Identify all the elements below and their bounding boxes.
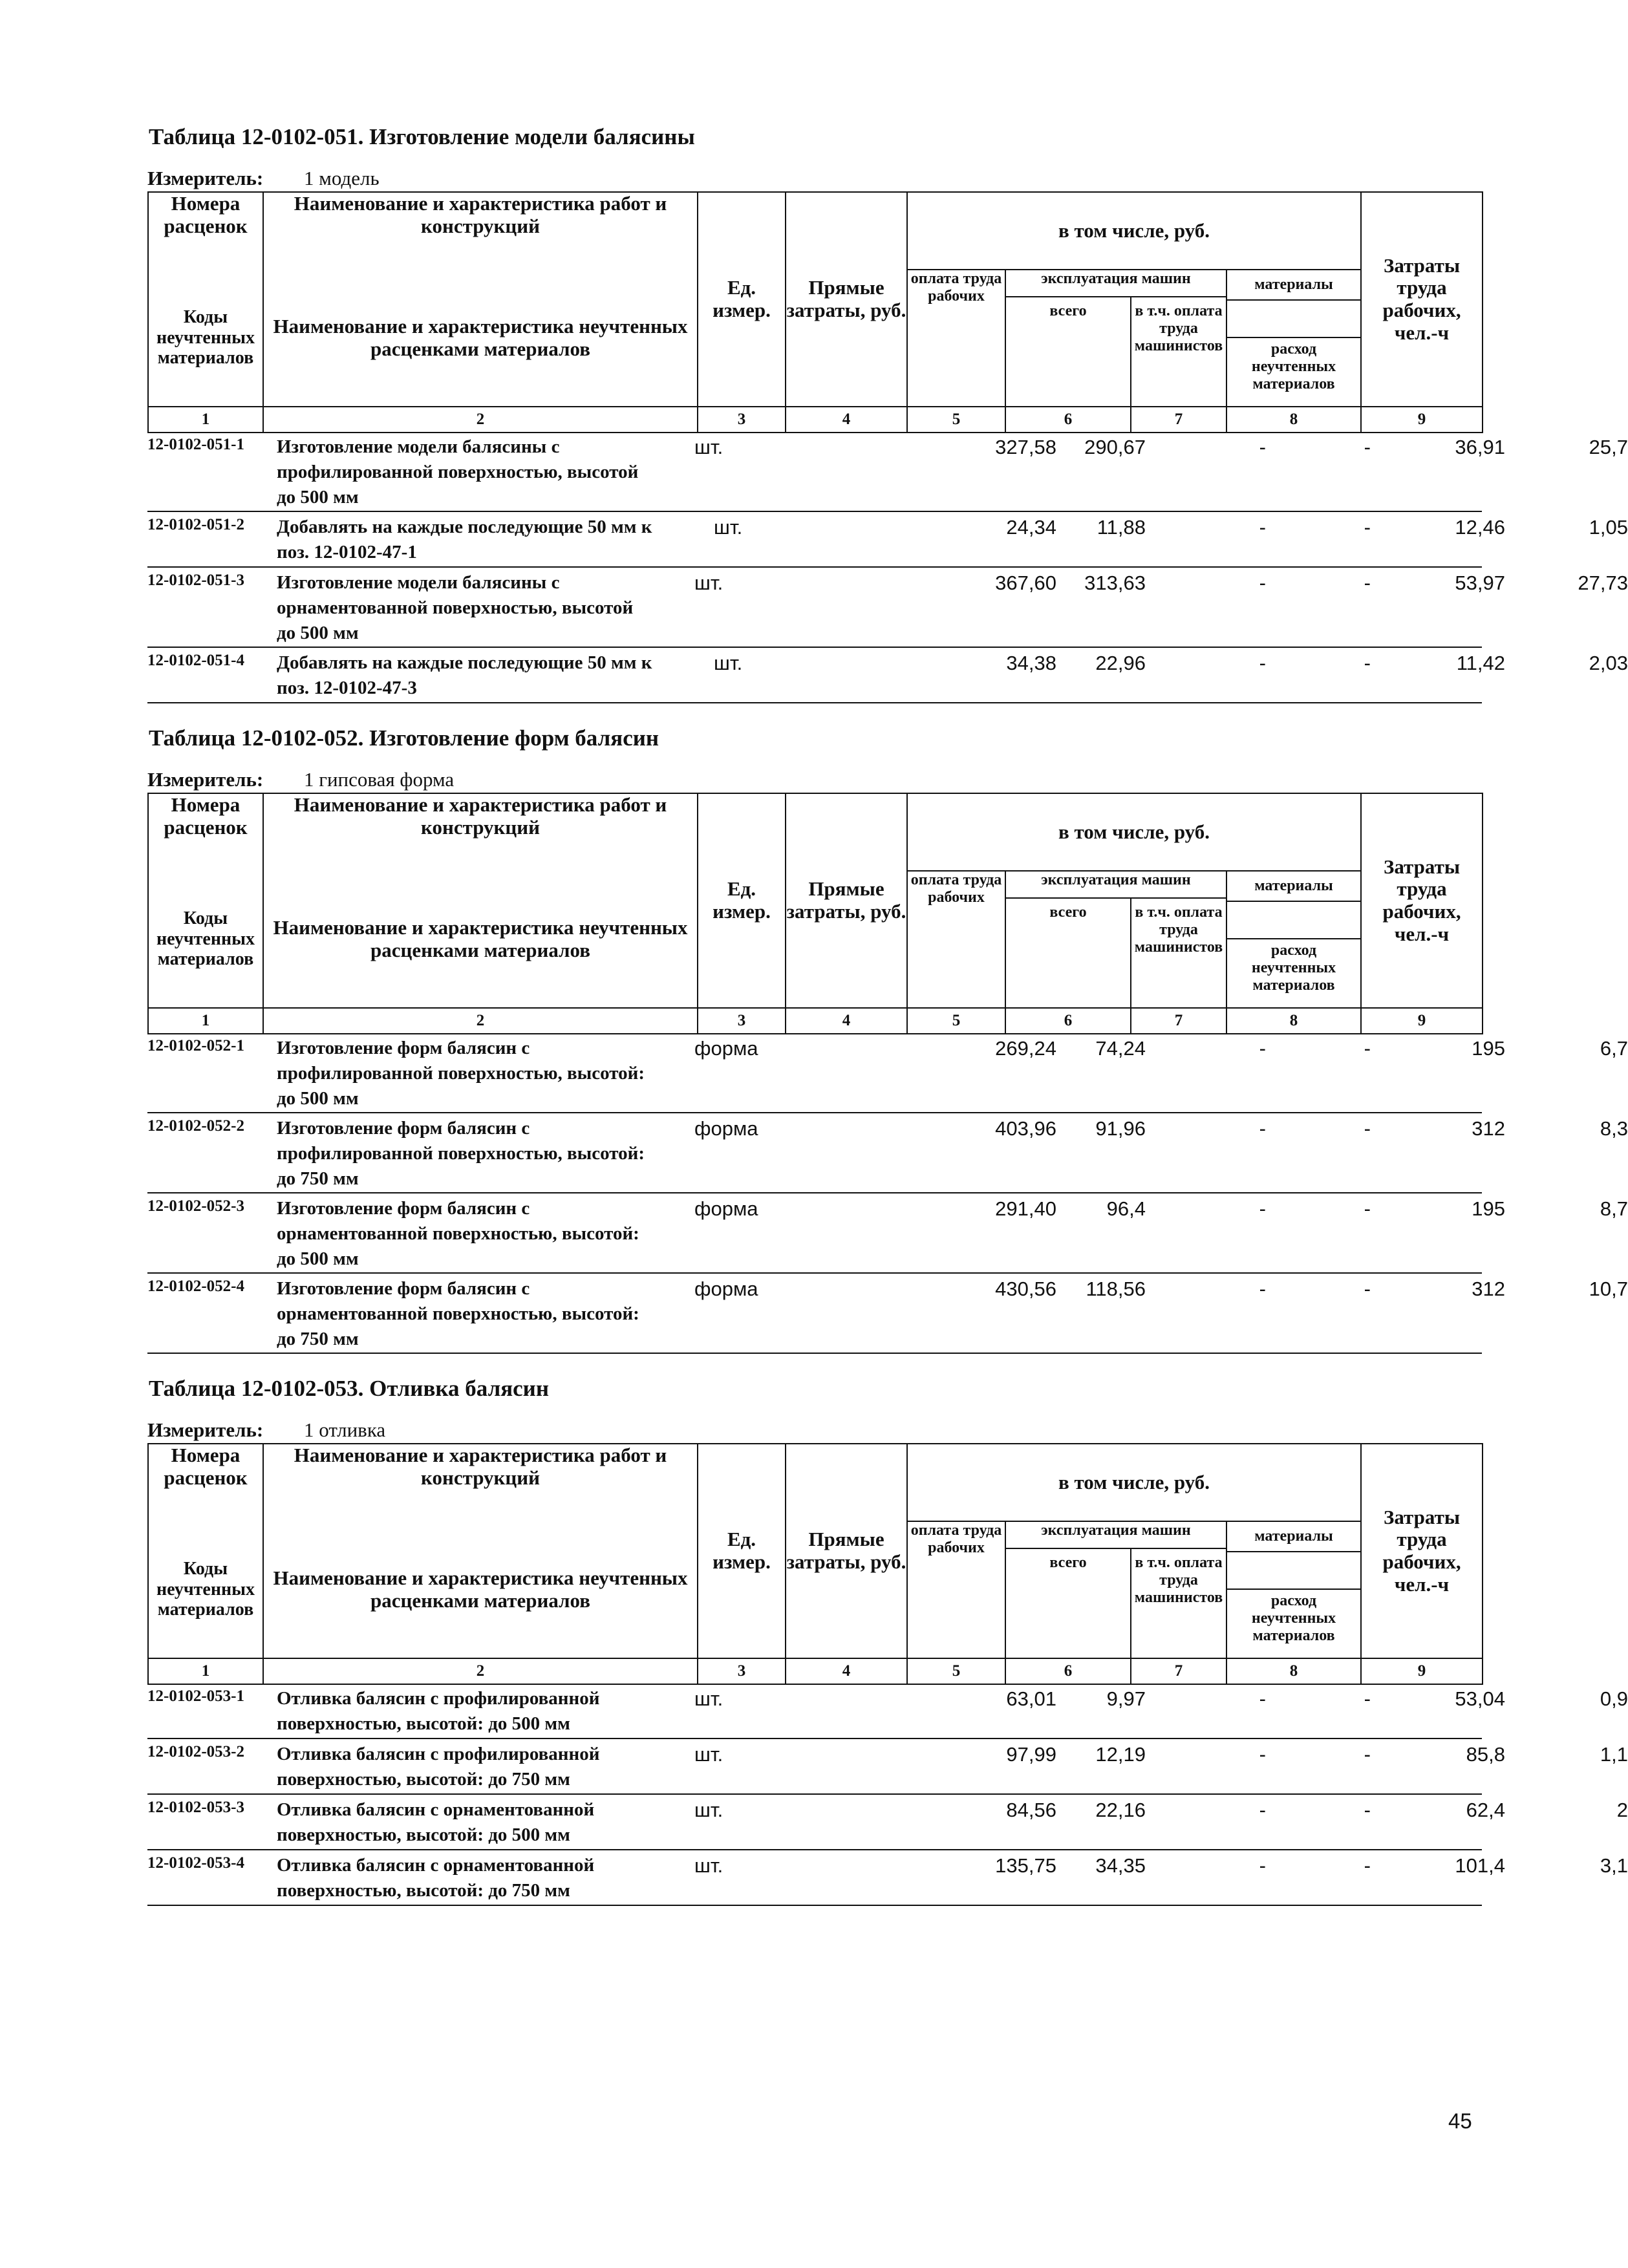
header-num-8: 8 [1226,1658,1361,1684]
direct-cost: 84,56 [1006,1799,1056,1821]
work-name: Отливка балясин с профилированной поверхностью, высотой: до 750 мм [277,1744,600,1790]
header-num-6: 6 [1005,407,1131,433]
header-num-9: 9 [1361,1658,1483,1684]
header-labor-pay: оплата труда рабочих [907,871,1005,1008]
header-num-3: 3 [698,1658,786,1684]
table-row [147,1742,1628,1795]
labor-hours: 6,7 [1600,1037,1628,1060]
rate-code: 12-0102-053-3 [147,1799,244,1816]
rate-code: 12-0102-052-1 [147,1037,244,1054]
header-labor-hours: Затраты труда рабочих, чел.-ч [1361,1444,1483,1658]
direct-cost: 403,96 [995,1117,1056,1140]
labor-pay: 313,63 [1084,572,1146,594]
header-labor-pay: оплата труда рабочих [907,270,1005,407]
header-work-name: Наименование и характеристика работ и конструкций [263,1444,698,1521]
machines-pay: - [1364,436,1371,458]
table-title: Таблица 12-0102-053. Отливка балясин [149,1376,550,1401]
machines-pay: - [1364,1799,1371,1821]
header-machines: эксплуатация машин [1005,1521,1226,1548]
header-machines-pay: в т.ч. оплата труда машинистов [1131,898,1226,1008]
rate-code: 12-0102-053-1 [147,1687,244,1705]
header-material-name: Наименование и характеристика неучтенных расценками материалов [263,1521,698,1658]
rate-code: 12-0102-051-2 [147,516,244,533]
labor-pay: 22,96 [1095,652,1146,674]
labor-hours: 1,05 [1589,516,1628,539]
materials-cost: 312 [1472,1278,1505,1300]
machines-pay: - [1364,516,1371,539]
machines-pay: - [1364,1197,1371,1220]
labor-hours: 8,3 [1600,1117,1628,1140]
header-num-5: 5 [907,1008,1005,1034]
header-num-6: 6 [1005,1658,1131,1684]
header-num-7: 7 [1131,407,1226,433]
work-name: Отливка балясин с профилированной поверхностью, высотой: до 500 мм [277,1688,600,1734]
work-name: Изготовление форм балясин с орнаментованной поверхностью, высотой: до 500 мм [277,1198,639,1269]
table-row [147,1196,1628,1274]
machines-total: - [1259,1278,1266,1300]
direct-cost: 24,34 [1006,516,1056,539]
direct-cost: 34,38 [1006,652,1056,674]
table-row [147,570,1628,648]
labor-hours: 2 [1616,1799,1628,1821]
direct-cost: 269,24 [995,1037,1056,1060]
labor-pay: 12,19 [1095,1743,1146,1766]
machines-total: - [1259,1799,1266,1821]
direct-cost: 367,60 [995,572,1056,594]
header-material-codes: Коды неучтенных материалов [148,270,263,407]
table-row [147,1853,1628,1906]
header-unit: Ед. измер. [698,1444,786,1658]
table-title: Таблица 12-0102-051. Изготовление модели балясины [149,124,695,149]
machines-total: - [1259,436,1266,458]
rate-code: 12-0102-053-4 [147,1854,244,1872]
unit-value: шт. [694,1799,723,1821]
machines-pay: - [1364,1117,1371,1140]
machines-total: - [1259,1117,1266,1140]
machines-total: - [1259,1743,1266,1766]
unit-value: форма [694,1278,758,1300]
rate-code: 12-0102-052-2 [147,1117,244,1135]
rate-code: 12-0102-052-3 [147,1197,244,1215]
materials-cost: 53,04 [1455,1687,1505,1710]
rate-code: 12-0102-051-4 [147,652,244,669]
header-num-1: 1 [148,1008,263,1034]
materials-cost: 62,4 [1466,1799,1505,1821]
header-unit: Ед. измер. [698,793,786,1008]
measure-label: Измеритель: [147,1418,264,1441]
header-including: в том числе, руб. [907,1444,1361,1521]
labor-hours: 27,73 [1578,572,1628,594]
rate-code: 12-0102-053-2 [147,1743,244,1760]
rate-code: 12-0102-052-4 [147,1278,244,1295]
unit-value: шт. [714,516,743,539]
labor-pay: 9,97 [1106,1687,1146,1710]
header-num-8: 8 [1226,407,1361,433]
work-name: Изготовление модели балясины с профилированной поверхностью, высотой до 500 мм [277,436,639,508]
header-num-1: 1 [148,1658,263,1684]
labor-pay: 22,16 [1095,1799,1146,1821]
header-work-name: Наименование и характеристика работ и конструкций [263,793,698,871]
direct-cost: 430,56 [995,1278,1056,1300]
header-including: в том числе, руб. [907,793,1361,871]
unit-value: шт. [694,1687,723,1710]
header-num-4: 4 [786,407,907,433]
unit-value: форма [694,1117,758,1140]
header-materials [1226,1521,1361,1658]
header-num-1: 1 [148,407,263,433]
header-num-2: 2 [263,1008,698,1034]
header-direct-costs: Прямые затраты, руб. [786,192,907,407]
header-rate-number: Номера расценок [148,793,263,871]
table-title: Таблица 12-0102-052. Изготовление форм балясин [149,725,659,751]
labor-hours: 2,03 [1589,652,1628,674]
direct-cost: 63,01 [1006,1687,1056,1710]
header-materials-label: материалы [1227,1522,1360,1552]
machines-pay: - [1364,1854,1371,1877]
header-num-6: 6 [1005,1008,1131,1034]
header-num-9: 9 [1361,407,1483,433]
materials-cost: 36,91 [1455,436,1505,458]
table-row [147,1116,1628,1193]
header-machines: эксплуатация машин [1005,270,1226,297]
header-including: в том числе, руб. [907,192,1361,270]
unit-value: шт. [694,436,723,458]
measure-value: 1 модель [304,167,380,189]
labor-hours: 25,7 [1589,436,1628,458]
direct-cost: 135,75 [995,1854,1056,1877]
materials-cost: 101,4 [1455,1854,1505,1877]
header-materials-unaccounted: расход неучтенных материалов [1227,938,1360,994]
measure-line [147,167,380,190]
header-labor-pay: оплата труда рабочих [907,1521,1005,1658]
header-machines-pay: в т.ч. оплата труда машинистов [1131,297,1226,407]
machines-pay: - [1364,1687,1371,1710]
header-material-codes: Коды неучтенных материалов [148,1521,263,1658]
measure-value: 1 отливка [304,1418,386,1441]
work-name: Изготовление форм балясин с профилированной поверхностью, высотой: до 750 мм [277,1118,645,1189]
machines-total: - [1259,1854,1266,1877]
work-name: Добавлять на каждые последующие 50 мм к поз. 12-0102-47-3 [277,652,652,698]
header-num-3: 3 [698,407,786,433]
measure-line [147,1418,386,1442]
header-machines-total: всего [1005,1548,1131,1658]
labor-hours: 1,1 [1600,1743,1628,1766]
machines-pay: - [1364,1278,1371,1300]
header-num-9: 9 [1361,1008,1483,1034]
direct-cost: 291,40 [995,1197,1056,1220]
machines-total: - [1259,1687,1266,1710]
machines-pay: - [1364,1743,1371,1766]
direct-cost: 327,58 [995,436,1056,458]
unit-value: шт. [694,572,723,594]
rate-code: 12-0102-051-1 [147,436,244,453]
header-num-5: 5 [907,407,1005,433]
machines-pay: - [1364,572,1371,594]
page-number: 45 [1448,2109,1472,2133]
header-materials-label: материалы [1227,270,1360,301]
header-num-7: 7 [1131,1008,1226,1034]
work-name: Изготовление форм балясин с орнаментованной поверхностью, высотой: до 750 мм [277,1278,639,1349]
work-name: Отливка балясин с орнаментованной поверхностью, высотой: до 750 мм [277,1855,595,1901]
materials-cost: 11,42 [1456,652,1505,674]
work-name: Отливка балясин с орнаментованной поверхностью, высотой: до 500 мм [277,1799,595,1845]
machines-total: - [1259,516,1266,539]
header-direct-costs: Прямые затраты, руб. [786,793,907,1008]
table-row [147,515,1628,568]
measure-line [147,768,455,791]
labor-pay: 11,88 [1097,516,1146,539]
machines-total: - [1259,652,1266,674]
header-direct-costs: Прямые затраты, руб. [786,1444,907,1658]
header-rate-number: Номера расценок [148,1444,263,1521]
machines-total: - [1259,572,1266,594]
labor-hours: 8,7 [1600,1197,1628,1220]
table-row [147,1686,1628,1739]
measure-label: Измеритель: [147,768,264,791]
measure-label: Измеритель: [147,167,264,189]
materials-cost: 195 [1472,1197,1505,1220]
table-row [147,1797,1628,1850]
work-name: Добавлять на каждые последующие 50 мм к поз. 12-0102-47-1 [277,517,652,562]
header-num-4: 4 [786,1658,907,1684]
header-machines: эксплуатация машин [1005,871,1226,898]
header-materials-label: материалы [1227,872,1360,902]
header-num-3: 3 [698,1008,786,1034]
table-header [147,793,1483,1034]
header-material-name: Наименование и характеристика неучтенных расценками материалов [263,871,698,1008]
machines-pay: - [1364,1037,1371,1060]
work-name: Изготовление модели балясины с орнаментованной поверхностью, высотой до 500 мм [277,572,634,643]
header-num-2: 2 [263,407,698,433]
measure-value: 1 гипсовая форма [304,768,455,791]
labor-hours: 3,1 [1600,1854,1628,1877]
labor-pay: 74,24 [1095,1037,1146,1060]
header-machines-total: всего [1005,297,1131,407]
table-row [147,1276,1628,1354]
header-machines-total: всего [1005,898,1131,1008]
header-material-name: Наименование и характеристика неучтенных расценками материалов [263,270,698,407]
labor-hours: 10,7 [1589,1278,1628,1300]
unit-value: шт. [694,1854,723,1877]
labor-pay: 290,67 [1084,436,1146,458]
labor-pay: 34,35 [1095,1854,1146,1877]
header-rate-number: Номера расценок [148,192,263,270]
header-work-name: Наименование и характеристика работ и конструкций [263,192,698,270]
header-num-7: 7 [1131,1658,1226,1684]
machines-total: - [1259,1037,1266,1060]
table-row [147,650,1628,703]
machines-pay: - [1364,652,1371,674]
materials-cost: 85,8 [1466,1743,1505,1766]
header-materials-unaccounted: расход неучтенных материалов [1227,337,1360,393]
direct-cost: 97,99 [1006,1743,1056,1766]
materials-cost: 195 [1472,1037,1505,1060]
table-row [147,1036,1628,1113]
rate-code: 12-0102-051-3 [147,572,244,589]
labor-hours: 0,9 [1600,1687,1628,1710]
header-num-8: 8 [1226,1008,1361,1034]
header-material-codes: Коды неучтенных материалов [148,871,263,1008]
unit-value: форма [694,1037,758,1060]
table-header [147,191,1483,433]
header-materials [1226,270,1361,407]
header-labor-hours: Затраты труда рабочих, чел.-ч [1361,192,1483,407]
header-materials-unaccounted: расход неучтенных материалов [1227,1589,1360,1645]
header-machines-pay: в т.ч. оплата труда машинистов [1131,1548,1226,1658]
unit-value: форма [694,1197,758,1220]
table-header [147,1443,1483,1685]
labor-pay: 96,4 [1106,1197,1146,1220]
work-name: Изготовление форм балясин с профилированной поверхностью, высотой: до 500 мм [277,1038,645,1109]
header-num-5: 5 [907,1658,1005,1684]
header-unit: Ед. измер. [698,192,786,407]
table-row [147,434,1628,512]
header-num-4: 4 [786,1008,907,1034]
header-materials [1226,871,1361,1008]
materials-cost: 312 [1472,1117,1505,1140]
unit-value: шт. [694,1743,723,1766]
labor-pay: 91,96 [1095,1117,1146,1140]
materials-cost: 12,46 [1455,516,1505,539]
labor-pay: 118,56 [1086,1278,1146,1300]
header-labor-hours: Затраты труда рабочих, чел.-ч [1361,793,1483,1008]
materials-cost: 53,97 [1455,572,1505,594]
machines-total: - [1259,1197,1266,1220]
header-num-2: 2 [263,1658,698,1684]
unit-value: шт. [714,652,743,674]
